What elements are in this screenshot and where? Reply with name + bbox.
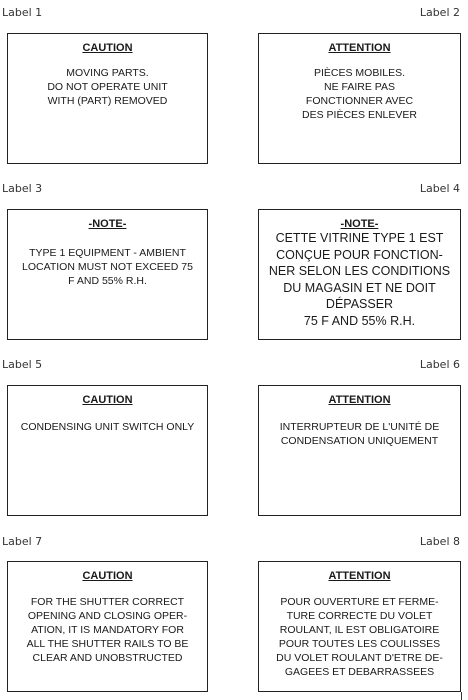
label-3-caption: Label 3 [2, 182, 43, 195]
label-7-body: FOR THE SHUTTER CORRECT OPENING AND CLOSING OPER- ATION, IT IS MANDATORY FOR ALL THE SHUTTER RAILS TO BE CLEAR AND UNOBSTRUCTED [26, 596, 189, 664]
label-5-caption: Label 5 [2, 358, 43, 371]
label-3-heading: -NOTE- [88, 218, 127, 230]
label-1-card [7, 33, 208, 164]
label-6-heading: ATTENTION [328, 394, 391, 406]
label-4-caption: Label 4 [419, 182, 460, 195]
label-5-body: CONDENSING UNIT SWITCH ONLY [20, 421, 195, 433]
label-4-heading: -NOTE- [340, 218, 379, 230]
label-7-card [7, 561, 208, 692]
label-6-caption: Label 6 [419, 358, 460, 371]
label-8-card [258, 561, 461, 692]
label-5-heading: CAUTION [82, 394, 133, 406]
label-2-caption: Label 2 [419, 6, 460, 19]
label-6-card [258, 385, 461, 516]
label-7-heading: CAUTION [82, 570, 133, 582]
label-2-card [258, 33, 461, 164]
page-edge-mark [461, 692, 462, 700]
label-2-heading: ATTENTION [328, 42, 391, 54]
label-4-body: CETTE VITRINE TYPE 1 EST CONÇUE POUR FONCTION- NER SELON LES CONDITIONS DU MAGASIN ET NE DOIT DÉPASSER 75 F AND 55% R.H. [268, 231, 451, 328]
label-3-body: TYPE 1 EQUIPMENT - AMBIENT LOCATION MUST NOT EXCEED 75 F AND 55% R.H. [22, 247, 193, 287]
label-5-card [7, 385, 208, 516]
label-6-body: INTERRUPTEUR DE L'UNITÉ DE CONDENSATION UNIQUEMENT [279, 421, 440, 447]
label-1-body: MOVING PARTS. DO NOT OPERATE UNIT WITH (PART) REMOVED [47, 67, 168, 107]
label-1-caption: Label 1 [2, 6, 43, 19]
label-3-card [7, 209, 208, 340]
label-8-body: POUR OUVERTURE ET FERME- TURE CORRECTE DU VOLET ROULANT, IL EST OBLIGATOIRE POUR TOUTES LES COULISSES DU VOLET ROULANT D'ETRE DE- GAGEES ET DEBARRASSEES [276, 596, 443, 678]
label-8-caption: Label 8 [419, 535, 460, 548]
label-7-caption: Label 7 [2, 535, 43, 548]
label-1-heading: CAUTION [82, 42, 133, 54]
label-4-card [258, 209, 461, 340]
label-2-body: PIÈCES MOBILES. NE FAIRE PAS FONCTIONNER AVEC DES PIÈCES ENLEVER [302, 67, 417, 121]
label-8-heading: ATTENTION [328, 570, 391, 582]
